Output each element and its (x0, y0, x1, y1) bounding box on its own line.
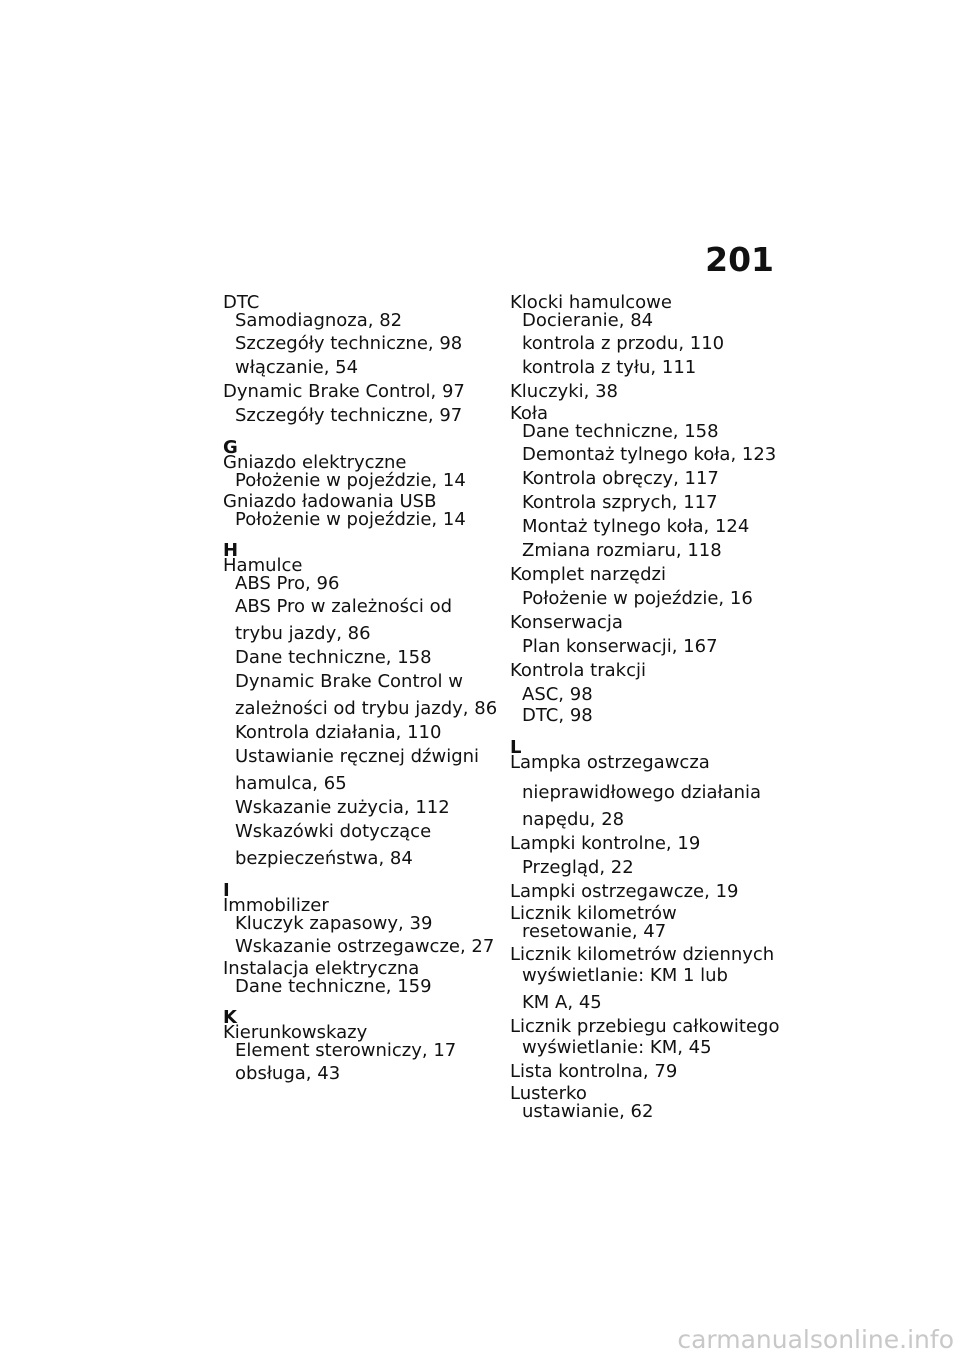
index-subentry: wyświetlanie: KM, 45 (522, 1037, 712, 1058)
index-subentry: Wskazanie ostrzegawcze, 27 (235, 936, 495, 957)
index-subentry: Szczegóły techniczne, 97 (235, 405, 463, 426)
index-subentry: ABS Pro, 96 (235, 573, 340, 594)
section-letter-g: G (223, 437, 238, 458)
index-entry-licznik-calkowity: Licznik przebiegu całkowitego (510, 1016, 780, 1037)
index-subentry-continued: napędu, 28 (522, 809, 625, 830)
index-subentry: Położenie w pojeździe, 16 (522, 588, 753, 609)
index-subentry: Położenie w pojeździe, 14 (235, 470, 466, 491)
index-entry-hamulce: Hamulce (223, 555, 303, 576)
index-subentry-continued: KM A, 45 (522, 992, 602, 1013)
index-entry-konserwacja: Konserwacja (510, 612, 623, 633)
index-subentry: Docieranie, 84 (522, 310, 654, 331)
index-subentry: wyświetlanie: KM 1 lub (522, 965, 728, 986)
index-entry-klocki: Klocki hamulcowe (510, 292, 672, 313)
index-subentry: Kontrola działania, 110 (235, 722, 442, 743)
index-subentry: obsługa, 43 (235, 1063, 341, 1084)
index-subentry: Wskazanie zużycia, 112 (235, 797, 450, 818)
index-entry-licznik-km: Licznik kilometrów (510, 903, 677, 924)
index-entry-dtc: DTC (223, 292, 260, 313)
index-subentry: Dane techniczne, 158 (235, 647, 432, 668)
index-subentry: DTC, 98 (522, 705, 593, 726)
index-subentry-continued: zależności od trybu jazdy, 86 (235, 698, 498, 719)
watermark: carmanualsonline.info (677, 1325, 954, 1354)
index-subentry: Montaż tylnego koła, 124 (522, 516, 750, 537)
index-entry-lista: Lista kontrolna, 79 (510, 1061, 678, 1082)
index-subentry: ABS Pro w zależności od (235, 596, 453, 617)
section-letter-i: I (223, 880, 230, 901)
index-subentry: ustawianie, 62 (522, 1101, 654, 1122)
section-letter-l: L (510, 737, 522, 758)
index-entry-immobilizer: Immobilizer (223, 895, 329, 916)
index-entry-lampki-ostrzegawcze: Lampki ostrzegawcze, 19 (510, 881, 739, 902)
index-column-left (223, 294, 503, 1084)
section-letter-k: K (223, 1007, 237, 1028)
index-entry-kontrola-trakcji: Kontrola trakcji (510, 660, 646, 681)
index-subentry: Dane techniczne, 159 (235, 976, 432, 997)
index-subentry: Kluczyk zapasowy, 39 (235, 913, 433, 934)
index-subentry: Przegląd, 22 (522, 857, 634, 878)
index-subentry: Plan konserwacji, 167 (522, 636, 718, 657)
index-subentry: Wskazówki dotyczące (235, 821, 432, 842)
index-entry-licznik-dzienny: Licznik kilometrów dziennych (510, 944, 775, 965)
index-subentry: kontrola z tyłu, 111 (522, 357, 697, 378)
section-letter-h: H (223, 540, 239, 561)
index-entry-kierunkowskazy: Kierunkowskazy (223, 1022, 368, 1043)
index-entry-kola: Koła (510, 403, 549, 424)
index-subentry: Ustawianie ręcznej dźwigni (235, 746, 480, 767)
index-subentry: Dane techniczne, 158 (522, 421, 719, 442)
index-entry-lampka: Lampka ostrzegawcza (510, 752, 710, 773)
index-subentry: Dynamic Brake Control w (235, 671, 463, 692)
index-column-right (510, 294, 800, 1121)
index-subentry: Demontaż tylnego koła, 123 (522, 444, 777, 465)
index-entry-gniazdo-elektryczne: Gniazdo elektryczne (223, 452, 407, 473)
index-subentry: Kontrola szprych, 117 (522, 492, 718, 513)
index-entry-kluczyki: Kluczyki, 38 (510, 381, 618, 402)
index-subentry-continued: hamulca, 65 (235, 773, 347, 794)
index-subentry: Kontrola obręczy, 117 (522, 468, 719, 489)
index-entry-dynamic-brake: Dynamic Brake Control, 97 (223, 381, 465, 402)
index-entry-gniazdo-usb: Gniazdo ładowania USB (223, 491, 437, 512)
index-entry-komplet: Komplet narzędzi (510, 564, 666, 585)
index-subentry: ASC, 98 (522, 684, 593, 705)
index-entry-lampki-kontrolne: Lampki kontrolne, 19 (510, 833, 701, 854)
index-subentry: włączanie, 54 (235, 357, 359, 378)
index-subentry: Szczegóły techniczne, 98 (235, 333, 463, 354)
page-number: 201 (705, 240, 774, 279)
index-subentry: kontrola z przodu, 110 (522, 333, 725, 354)
index-subentry: nieprawidłowego działania (522, 782, 762, 803)
index-entry-instalacja: Instalacja elektryczna (223, 958, 420, 979)
index-subentry: Element sterowniczy, 17 (235, 1040, 457, 1061)
index-subentry-continued: trybu jazdy, 86 (235, 623, 371, 644)
index-subentry-continued: bezpieczeństwa, 84 (235, 848, 413, 869)
index-subentry: Zmiana rozmiaru, 118 (522, 540, 722, 561)
index-subentry: Położenie w pojeździe, 14 (235, 509, 466, 530)
index-subentry: Samodiagnoza, 82 (235, 310, 403, 331)
index-subentry: resetowanie, 47 (522, 921, 667, 942)
index-entry-lusterko: Lusterko (510, 1083, 587, 1104)
